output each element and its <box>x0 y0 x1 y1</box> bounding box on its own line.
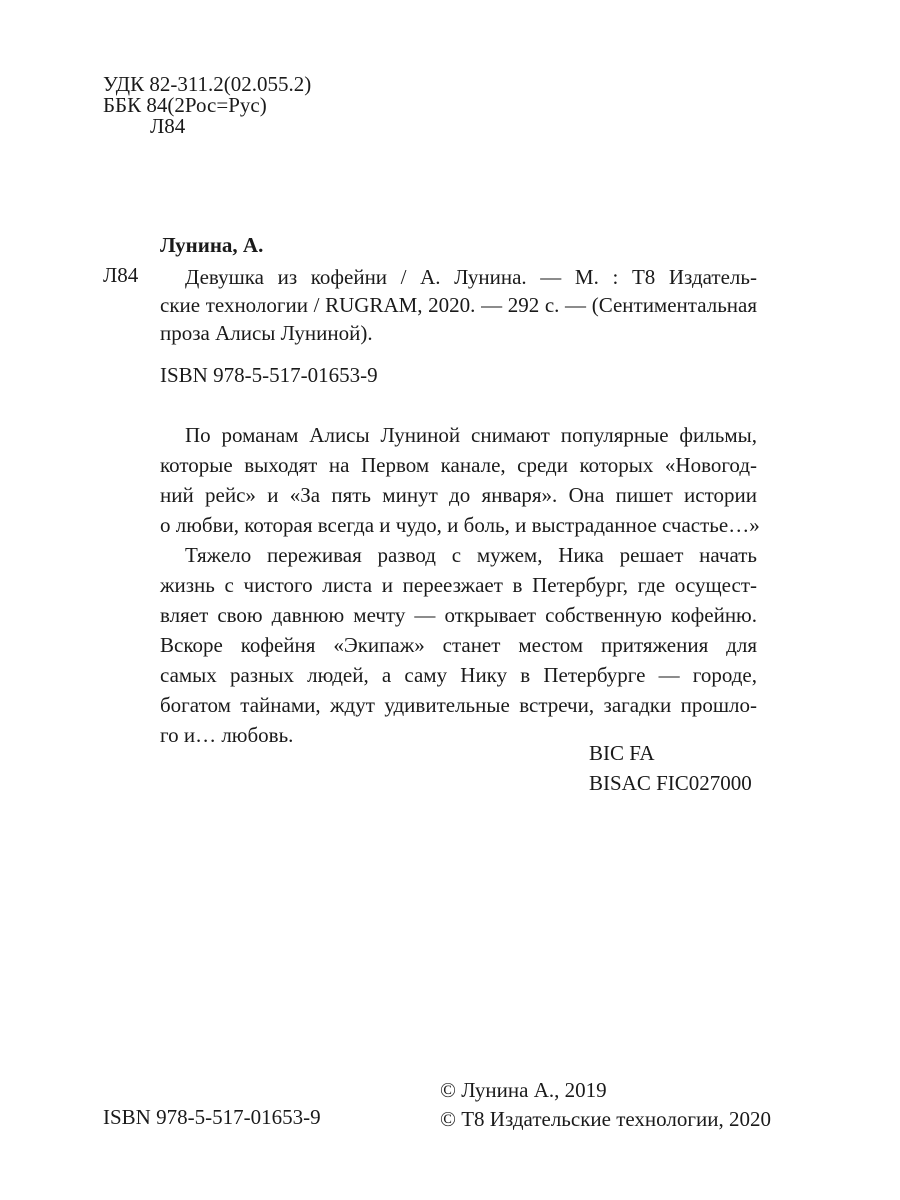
annotation-line: самых разных людей, а саму Нику в Петербурге — городе, <box>160 663 757 687</box>
copyright-block <box>440 1076 771 1134</box>
author-mark: Л84 <box>150 114 186 138</box>
catalog-isbn: ISBN 978-5-517-01653-9 <box>160 363 378 387</box>
catalog-side-code: Л84 <box>103 263 139 287</box>
bic-code: BIC FA <box>589 741 655 765</box>
subject-codes <box>589 738 752 798</box>
udk-code: УДК 82-311.2(02.055.2) <box>103 72 312 96</box>
annotation-line: о любви, которая всегда и чудо, и боль, и выстраданное счастье…» <box>160 513 760 537</box>
description-line: проза Алисы Луниной). <box>160 321 373 345</box>
annotation-line: которые выходят на Первом канале, среди которых «Новогод- <box>160 453 757 477</box>
bisac-code: BISAC FIC027000 <box>589 771 752 795</box>
annotation-line: вляет свою давнюю мечту — открывает собственную кофейню. <box>160 603 757 627</box>
classification-codes <box>103 74 311 137</box>
annotation <box>160 420 760 750</box>
annotation-line: богатом тайнами, ждут удивительные встречи, загадки прошло- <box>160 693 757 717</box>
annotation-line: Вскоре кофейня «Экипаж» станет местом притяжения для <box>160 633 757 657</box>
annotation-line: го и… любовь. <box>160 723 294 747</box>
annotation-line: жизнь с чистого листа и переезжает в Петербург, где осущест- <box>160 573 757 597</box>
description-line: ские технологии / RUGRAM, 2020. — 292 с. — (Сентиментальная <box>160 293 757 317</box>
footer-isbn: ISBN 978-5-517-01653-9 <box>103 1105 321 1129</box>
copyright-author: © Лунина А., 2019 <box>440 1078 607 1102</box>
copyright-publisher: © Т8 Издательские технологии, 2020 <box>440 1107 771 1131</box>
bbk-code: ББК 84(2Рос=Рус) <box>103 93 267 117</box>
description-line: Девушка из кофейни / А. Лунина. — М. : Т8 Издатель- <box>185 265 757 289</box>
catalog-author: Лунина, А. <box>160 233 264 257</box>
catalog-description <box>160 263 757 347</box>
annotation-line: По романам Алисы Луниной снимают популярные фильмы, <box>185 423 757 447</box>
annotation-line: Тяжело переживая развод с мужем, Ника решает начать <box>185 543 757 567</box>
annotation-line: ний рейс» и «За пять минут до января». Она пишет истории <box>160 483 757 507</box>
